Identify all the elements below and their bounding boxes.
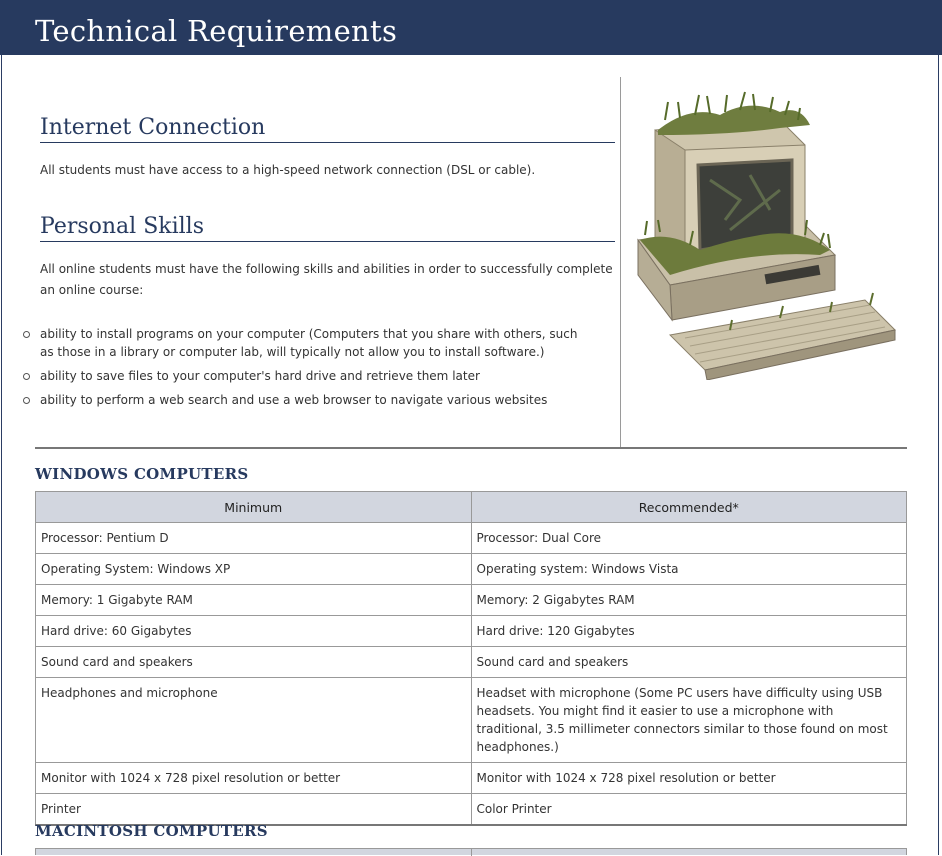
windows-table-title: WINDOWS COMPUTERS [35, 465, 249, 483]
column-divider [620, 77, 621, 447]
table-cell: Monitor with 1024 x 728 pixel resolution or better [36, 763, 472, 794]
table-row [36, 523, 907, 554]
overgrown-computer-image [630, 90, 900, 380]
table-cell: Printer [36, 794, 472, 826]
list-item: ability to install programs on your computer (Computers that you share with others, such as those in a library or computer lab, will typically not allow you to install software.) [40, 325, 580, 361]
section-divider [35, 447, 907, 449]
table-cell: Sound card and speakers [471, 647, 907, 678]
table-row [36, 585, 907, 616]
skills-heading: Personal Skills [40, 214, 615, 242]
table-cell: Headphones and microphone [36, 678, 472, 763]
mac-table-title: MACINTOSH COMPUTERS [35, 822, 268, 840]
skills-intro: All online students must have the following skills and abilities in order to successfully complete an online course: [40, 262, 613, 297]
internet-heading: Internet Connection [40, 115, 615, 143]
table-cell: Monitor with 1024 x 728 pixel resolution or better [471, 763, 907, 794]
table-row [36, 616, 907, 647]
internet-text: All students must have access to a high-speed network connection (DSL or cable). [40, 163, 536, 177]
table-header-row [36, 492, 907, 523]
table-cell: Headset with microphone (Some PC users have difficulty using USB headsets. You might find it easier to use a microphone with traditional, 3.5 millimeter connectors similar to those found on most headphones.) [471, 678, 907, 763]
list-item: ability to perform a web search and use a web browser to navigate various websites [40, 391, 580, 409]
table-cell: Memory: 1 Gigabyte RAM [36, 585, 472, 616]
bullet-icon [23, 331, 30, 338]
table-cell: Hard drive: 60 Gigabytes [36, 616, 472, 647]
intro-section [0, 55, 942, 448]
table-row [36, 554, 907, 585]
table-cell: Operating system: Windows Vista [471, 554, 907, 585]
table-row [36, 647, 907, 678]
table-cell: Color Printer [471, 794, 907, 826]
column-header-minimum: Minimum [36, 492, 472, 523]
table-cell: Hard drive: 120 Gigabytes [471, 616, 907, 647]
windows-requirements-table [35, 491, 907, 826]
table-cell: Sound card and speakers [36, 647, 472, 678]
table-cell: Processor: Dual Core [471, 523, 907, 554]
page-header [0, 0, 942, 55]
column-header-recommended: Recommended* [471, 492, 907, 523]
mac-table-header-strip [35, 848, 907, 855]
table-cell: Operating System: Windows XP [36, 554, 472, 585]
table-cell: Memory: 2 Gigabytes RAM [471, 585, 907, 616]
skills-list [40, 325, 580, 415]
bullet-icon [23, 397, 30, 404]
table-row [36, 763, 907, 794]
table-row [36, 678, 907, 763]
table-row [36, 794, 907, 826]
bullet-icon [23, 373, 30, 380]
list-item: ability to save files to your computer's hard drive and retrieve them later [40, 367, 580, 385]
page-title: Technical Requirements [35, 14, 398, 48]
table-cell: Processor: Pentium D [36, 523, 472, 554]
